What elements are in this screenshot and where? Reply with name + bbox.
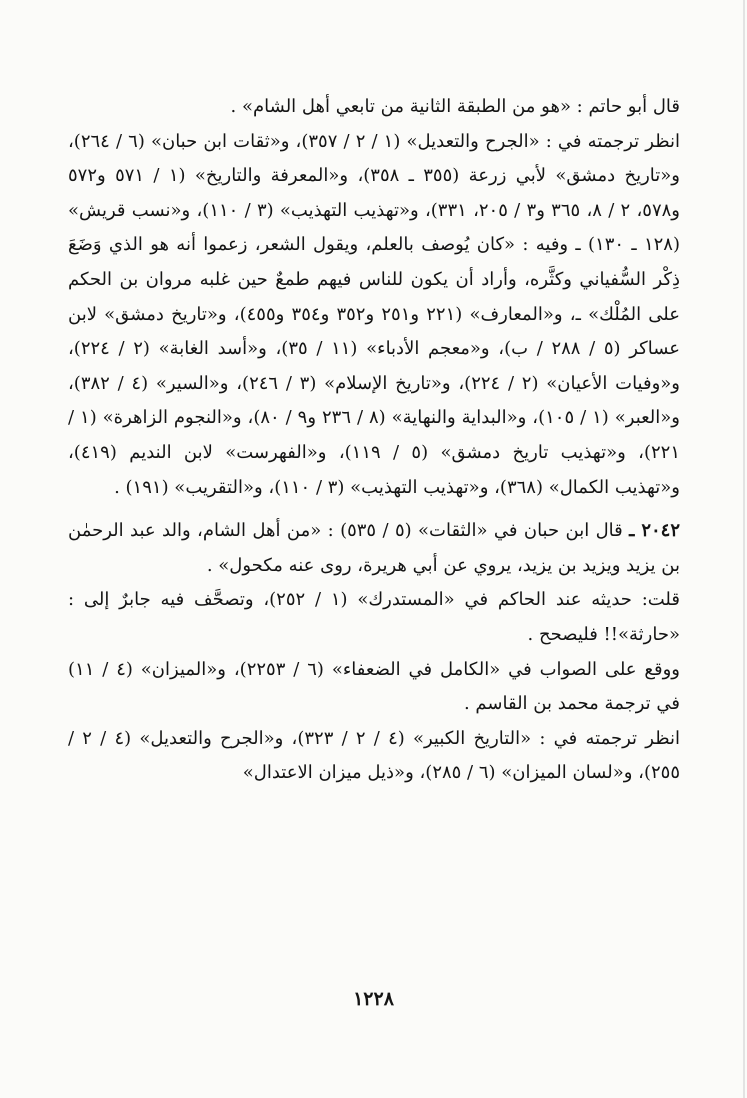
paragraph-references-2: انظر ترجمته في : «التاريخ الكبير» (٤ / ٢ / ٣٢٣)، و«الجرح والتعديل» (٤ / ٢ / ٢٥٥)، و«لسان الميزان» (٦ / ٢٨٥)، و«ذيل ميزان الاعتدال» bbox=[68, 727, 680, 784]
body-text bbox=[68, 90, 680, 791]
paragraph-ibn-hibban: قال ابن حبان في «الثقات» (٥ / ٥٣٥) : «من أهل الشام، والد عبد الرحمٰن بن يزيد ويزيد بن يزيد، يروي عن أبي هريرة، روى عنه مكحول» . bbox=[68, 520, 680, 576]
entry-number: ٢٠٤٢ ـ bbox=[629, 520, 681, 542]
page-edge bbox=[743, 0, 745, 1098]
entry-2042 bbox=[68, 514, 680, 583]
paragraph-correct-reading: ووقع على الصواب في «الكامل في الضعفاء» (٦ / ٢٢٥٣)، و«الميزان» (٤ / ١١) في ترجمة محمد بن القاسم . bbox=[68, 658, 680, 715]
paragraph-abu-hatim: قال أبو حاتم : «هو من الطبقة الثانية من تابعي أهل الشام» . bbox=[230, 96, 680, 117]
paragraph-hakim-note: قلت: حديثه عند الحاكم في «المستدرك» (١ / ٢٥٢)، وتصحَّف فيه جابرٌ إلى : «حارثة»!! فليصحح . bbox=[68, 589, 680, 645]
page-number: ١٢٢٨ bbox=[353, 988, 394, 1010]
paragraph-references-1: انظر ترجمته في : «الجرح والتعديل» (١ / ٢ / ٣٥٧)، و«ثقات ابن حبان» (٦ / ٢٦٤)، و«تاريخ دمشق» لأبي زرعة (٣٥٥ ـ ٣٥٨)، و«المعرفة والتاريخ» (١ / ٥٧١ و٥٧٢ و٥٧٨، ٢ / ٨، ٣٦٥ و٣ / ٢٠٥، ٣٣١)، و«تهذيب التهذيب» (٣ / ١١٠)، و«نسب قريش» (١٢٨ ـ ١٣٠) ـ وفيه : «كان يُوصف بالعلم، ويقول الشعر، زعموا أنه هو الذي وَضَعَ ذِكْر السُّفياني وكثَّره، وأراد أن يكون للناس فيهم طمعٌ حين غلبه مروان بن الحكم على المُلْك» ـ، و«المعارف» (٢٢١ و٢٥١ و٣٥٢ و٣٥٤ و٤٥٥)، و«تاريخ دمشق» لابن عساكر (٥ / ٢٨٨ / ب)، و«معجم الأدباء» (١١ / ٣٥)، و«أسد الغابة» (٢ / ٢٢٤)، و«وفيات الأعيان» (٢ / ٢٢٤)، و«تاريخ الإسلام» (٣ / ٢٤٦)، و«السير» (٤ / ٣٨٢)، و«العبر» (١ / ١٠٥)، و«البداية والنهاية» (٨ / ٢٣٦ و٩ / ٨٠)، و«النجوم الزاهرة» (١ / ٢٢١)، و«تهذيب تاريخ دمشق» (٥ / ١١٩)، و«الفهرست» لابن النديم (٤١٩)، و«تهذيب الكمال» (٣٦٨)، و«تهذيب التهذيب» (٣ / ١١٠)، و«التقريب» (١٩١) . bbox=[68, 130, 681, 498]
